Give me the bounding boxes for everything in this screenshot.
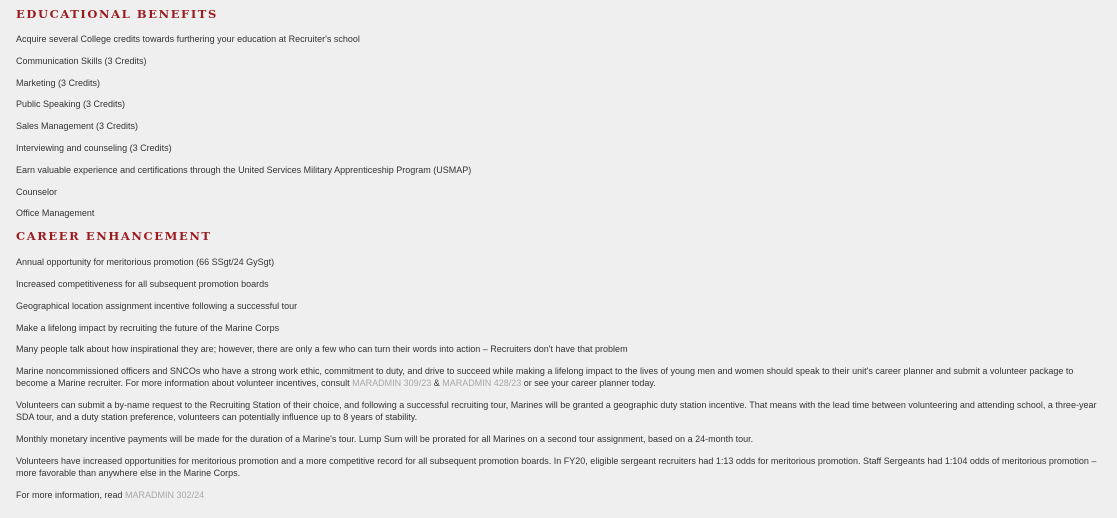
benefit-item: Marketing (3 Credits) (16, 77, 101, 88)
benefit-item: Counselor (16, 186, 58, 197)
benefit-item: Communication Skills (3 Credits) (16, 55, 147, 66)
educational-benefits-section (16, 7, 1107, 220)
by-name-request-paragraph: Volunteers can submit a by-name request to the Recruiting Station of their choice, and following a successful recruiting tour, Marines will be granted a geographic duty station incentive. That means with the lead time between volunteering and attending school, a three-year SDA tour, and a duty station preference, volunteers can potentially influence up to 8 years of stability. (16, 400, 1097, 423)
ampersand-text: & (431, 378, 443, 389)
more-info-text: For more information, read (16, 489, 126, 500)
maradmin-302-24-link[interactable]: MARADMIN 302/24 (125, 489, 205, 500)
career-item: Make a lifelong impact by recruiting the future of the Marine Corps (16, 322, 280, 333)
monthly-incentive-paragraph: Monthly monetary incentive payments will be made for the duration of a Marine's tour. Lump Sum will be prorated for all Marines on a second tour assignment, based on a 24-month tour. (16, 434, 754, 445)
educational-benefits-heading: EDUCATIONAL BENEFITS (16, 7, 218, 21)
career-item: Many people talk about how inspirational they are; however, there are only a few who can turn their words into action – Recruiters don't have that problem (16, 344, 628, 355)
benefit-item: Interviewing and counseling (3 Credits) (16, 142, 172, 153)
career-enhancement-heading: CAREER ENHANCEMENT (16, 229, 212, 244)
more-info-paragraph (16, 489, 1106, 501)
maradmin-309-23-link[interactable]: MARADMIN 309/23 (352, 378, 432, 389)
maradmin-428-23-link[interactable]: MARADMIN 428/23 (442, 378, 522, 389)
career-item: Geographical location assignment incentive following a successful tour (16, 300, 298, 311)
benefit-item: Acquire several College credits towards furthering your education at Recruiter's school (16, 34, 360, 44)
benefit-item: Earn valuable experience and certifications through the United Services Military Apprenticeship Program (USMAP) (16, 164, 472, 175)
benefit-item: Sales Management (3 Credits) (16, 121, 139, 132)
benefit-item: Office Management (16, 208, 95, 219)
promotion-paragraph: Volunteers have increased opportunities for meritorious promotion and a more competitive record for all subsequent promotion boards. In FY20, eligible sergeant recruiters had 1:13 odds for meritorious promotion. Staff Sergeants had 1:104 odds of meritorious promotion – more favorable than anywhere else in the Marine Corps. (16, 455, 1097, 479)
volunteer-text-end: or see your career planner today. (521, 378, 656, 389)
career-item: Increased competitiveness for all subsequent promotion boards (16, 278, 269, 289)
career-enhancement-section (16, 229, 1107, 501)
volunteer-paragraph (16, 365, 1106, 389)
career-item: Annual opportunity for meritorious promotion (66 SSgt/24 GySgt) (16, 257, 275, 268)
benefit-item: Public Speaking (3 Credits) (16, 99, 126, 110)
volunteer-text: Marine noncommissioned officers and SNCOs who have a strong work ethic, commitment to duty, and drive to succeed while making a lifelong impact to the lives of young men and women should speak to their unit's career planner and submit a volunteer package to become a Marine recruiter. For more information about volunteer incentives, consult (16, 366, 1074, 389)
